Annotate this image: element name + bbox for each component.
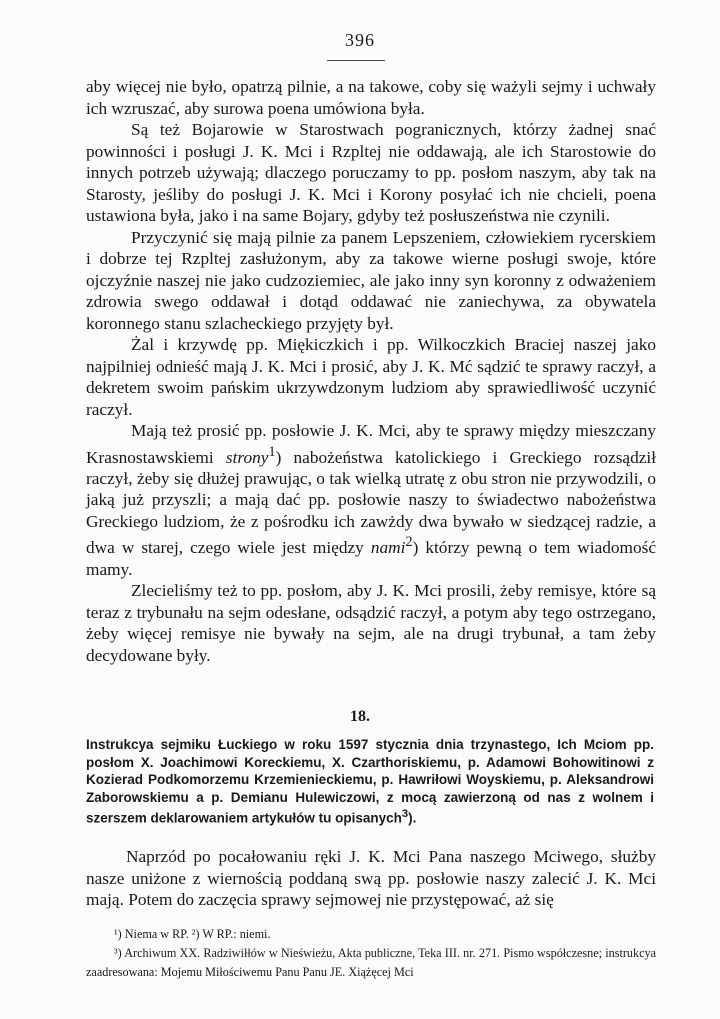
paragraph-text: ) którzy pewną o tem wiadomość mamy. — [86, 538, 656, 579]
heading-text: Instrukcya sejmiku Łuckiego w roku 1597 stycznia dnia trzynastego, Ich Mciom pp. posłom X. Joachimowi Koreckiemu, X. Czarthoriskiemu, p. Adamowi Bohowitinowi z Kozierad Podkomorzemu Krzemienieckiemu, p. Hawriłowi Woyskiemu, p. Aleksandrowi Zaborowskiemu a p. Demianu Hulewiczowi, z mocą zawierzoną od nas z wolnem i szerszem deklarowaniem artykułów tu opisanych — [86, 737, 654, 826]
paragraph-remisye: Zlecieliśmy też to pp. posłom, aby J. K. Mci prosili, żeby remisye, które są teraz z trybunału na sejm odesłane, odsądzić raczył, a potym aby tego ostrzegano, żeby więcej remisye nie bywały na sejm, ale na drugi trybunał, a tam żeby decydowane były. — [86, 581, 656, 665]
paragraph-miekiczkich: Żal i krzywdę pp. Miękiczkich i pp. Wilkoczkich Braciej naszej jako najpilniej odnieść mają J. K. Mci i prosić, aby J. K. Mć sądzić te sprawy raczył, a dekretem swoim pańskim ukrzywdzonym ludziom aby sprawiedliwość uczynić raczył. — [86, 335, 656, 419]
footnote-ref: 1 — [268, 443, 276, 460]
italic-word: strony — [225, 447, 269, 467]
footnote-1-2: ¹) Niema w RP. ²) W RP.: niemi. — [114, 927, 271, 941]
section-heading — [86, 736, 654, 827]
paragraph-naprzod: Naprzód po pocałowaniu ręki J. K. Mci Pana naszego Mciwego, służby nasze uniżone z wiernością poddaną swą pp. posłowie naszy zalecić J. K. Mci mają. Potem do zaczęcia sprawy sejmowej nie przystępować, aż się — [86, 847, 656, 909]
section-number: 18. — [350, 708, 370, 725]
paragraph-lepszeniem: Przyczynić się mają pilnie za panem Lepszeniem, człowiekiem rycerskiem i dobrze tej Rzpltej zasłużonym, aby za takowe wierne posługi swoje, które ojczyźnie naszej nie jako cudzoziemiec, ale jako inny syn koronny z odważeniem zdrowia swego oddawał i dotąd oddawać nie zaniechywa, za obywatela koronnego stanu szlacheckiego przyjęty był. — [86, 227, 656, 333]
heading-end: ). — [408, 810, 417, 826]
section-body — [86, 846, 656, 911]
paragraph-text: ) nabożeństwa katolickiego i Greckiego rozsądził raczył, żeby się dłużej prawując, o tak wielką utratę z obu stron nie przywodzili, o jaką już przyszli; a mają dać pp. posłowie naszy to świadectwo nabożeństwa Greckiego ludziom, że z pośrodku ich zawżdy dwa bywało w siedzącej radzie, a dwa w starej, czego wiele jest między — [86, 447, 656, 558]
page-number: 396 — [345, 30, 375, 50]
body-text — [86, 76, 656, 666]
footnote-ref: 2 — [405, 534, 413, 551]
footnote-ref: 3 — [401, 808, 409, 820]
paragraph-text: Mają też prosić pp. posłowie J. K. Mci, aby te sprawy między mieszczany Krasnostawskiemi — [86, 421, 656, 467]
footnote-3: ³) Archiwum XX. Radziwiłłów w Nieświeżu, Akta publiczne, Teka III. nr. 271. Pismo współczesne; instrukcya zaadresowana: Mojemu Miłościwemu Panu Panu JE. Xiążęcej Mci — [86, 946, 656, 979]
footnotes — [86, 925, 656, 982]
paragraph-krasnostawskiemi — [86, 420, 656, 580]
page-number-rule — [327, 60, 385, 61]
italic-word: nami — [370, 538, 406, 558]
paragraph-continuation: aby więcej nie było, opatrzą pilnie, a na takowe, coby się ważyli sejmy i uchwały ich wzruszać, aby surowa poena umówiona była. — [86, 77, 656, 118]
paragraph-bojarowie: Są też Bojarowie w Starostwach pogranicznych, którzy żadnej snać powinności i posługi J. K. Mci i Rzpltej nie oddawają, ale ich Starostowie do innych potrzeb używają; dlaczego poruczamy to pp. posłom naszym, aby tak na Starosty, jeśliby do posługi J. K. Mci i Korony posyłać ich nie chcieli, poena ustawiona była, jako i na same Bojary, gdyby też posłuszeństwa nie czynili. — [86, 120, 656, 225]
